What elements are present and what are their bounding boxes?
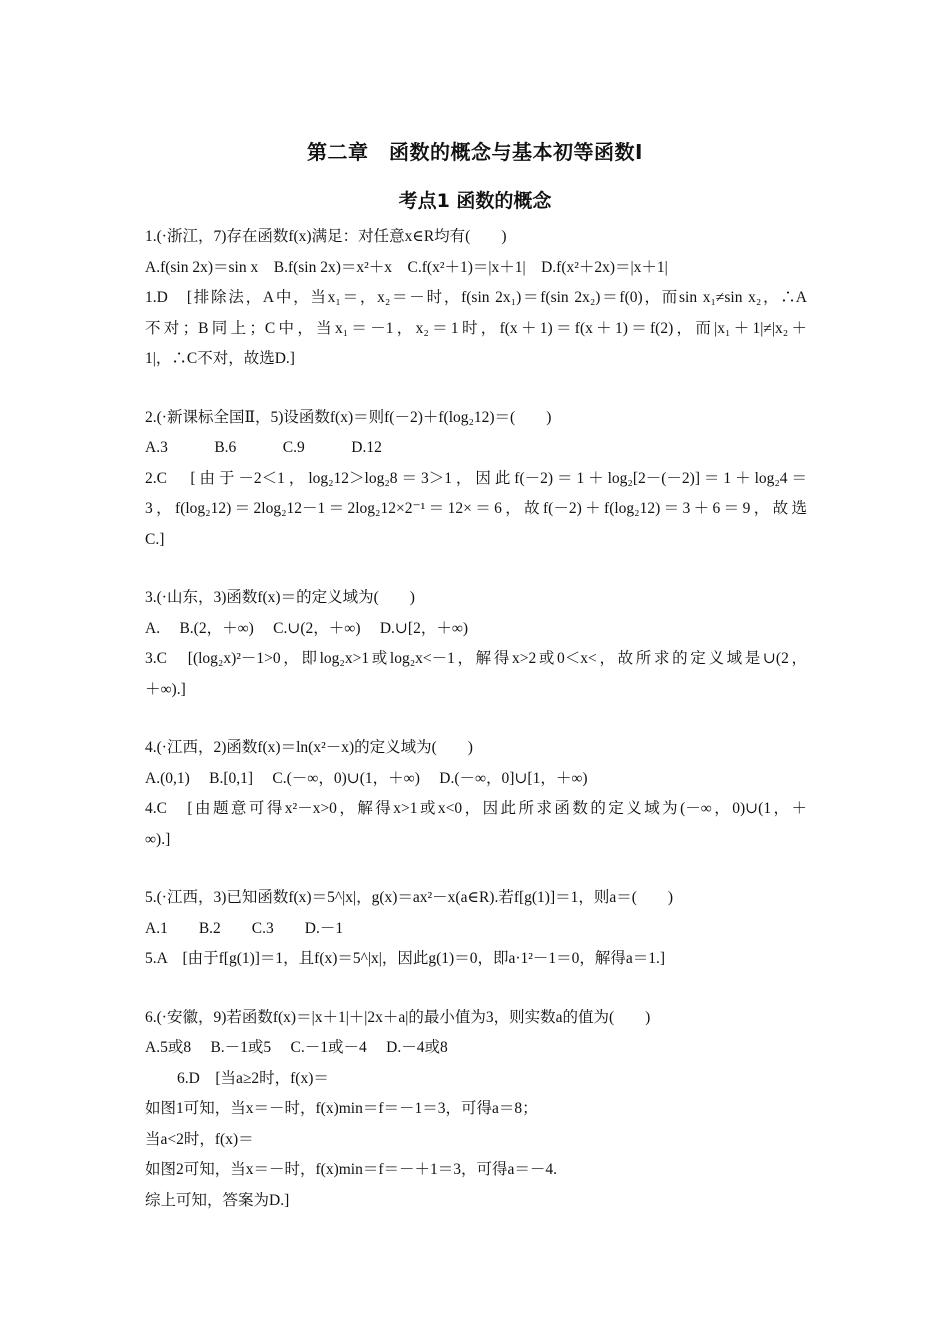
answer-6-line-3: 当a<2时，f(x)＝ <box>145 1130 254 1148</box>
question-1-stem: 1.(·浙江，7)存在函数f(x)满足：对任意x∈R均有( ) <box>145 228 507 245</box>
question-4-options: A.(0,1) B.[0,1] C.(－∞，0)∪(1，＋∞) D.(－∞，0]∪[1，＋∞) <box>145 769 588 787</box>
question-1-options: A.f(sin 2x)＝sin x B.f(sin 2x)＝x²＋x C.f(x²＋1)＝|x＋1| D.f(x²＋2x)＝|x＋1| <box>145 258 668 276</box>
answer-4-line-2: ∞).] <box>145 830 171 848</box>
answer-1-line-3: 1|，∴C不对，故选D.] <box>145 350 295 367</box>
question-5-stem: 5.(·江西，3)已知函数f(x)＝5^|x|，g(x)＝ax²－x(a∈R).若f[g(1)]＝1，则a＝( ) <box>145 889 674 906</box>
question-4-stem: 4.(·江西，2)函数f(x)＝ln(x²－x)的定义域为( ) <box>145 739 473 756</box>
answer-6-line-5: 综上可知，答案为D.] <box>145 1191 290 1209</box>
answer-2-line-1: 2.C [由于－2＜1，log₂12＞log₂8＝3＞1，因此f(－2)＝1＋log₂[2－(－2)]＝1＋log₂4＝ <box>145 469 807 487</box>
answer-1-line-1: 1.D [排除法，A中，当x₁＝，x₂＝－时，f(sin 2x₁)＝f(sin 2x₂)＝f(0)，而sin x₁≠sin x₂，∴A <box>145 289 807 306</box>
document-body <box>145 222 807 1216</box>
answer-6-line-1: 6.D [当a≥2时，f(x)＝ <box>177 1069 329 1087</box>
chapter-title: 第二章 函数的概念与基本初等函数Ⅰ <box>307 140 643 164</box>
answer-4-line-1: 4.C [由题意可得x²－x>0，解得x>1或x<0，因此所求函数的定义域为(－∞，0)∪(1，＋ <box>145 800 807 817</box>
answer-3-line-2: ＋∞).] <box>145 680 186 698</box>
section-title: 考点1 函数的概念 <box>398 190 552 212</box>
question-3-options: A. B.(2，＋∞) C.∪(2，＋∞) D.∪[2，＋∞) <box>145 619 469 637</box>
spacer <box>145 705 807 733</box>
question-6-options: A.5或8 B.－1或5 C.－1或－4 D.－4或8 <box>145 1039 448 1056</box>
question-5-options: A.1 B.2 C.3 D.－1 <box>145 919 344 937</box>
answer-2-line-3: C.] <box>145 530 165 548</box>
answer-1-line-2: 不对；B同上；C中，当x₁＝－1，x₂＝1时，f(x＋1)＝f(x＋1)＝f(2)，而|x₁＋1|≠|x₂＋ <box>145 319 807 337</box>
spacer <box>145 855 807 883</box>
answer-5-line-1: 5.A [由于f[g(1)]＝1，且f(x)＝5^|x|，因此g(1)＝0，即a·1²－1＝0，解得a＝1.] <box>145 950 666 967</box>
answer-6-line-2: 如图1可知，当x＝－时，f(x)min＝f＝－1＝3，可得a＝8； <box>145 1100 538 1117</box>
spacer <box>145 375 807 403</box>
spacer <box>145 555 807 583</box>
question-2-stem: 2.(·新课标全国Ⅱ，5)设函数f(x)＝则f(－2)＋f(log₂12)＝( ) <box>145 408 552 426</box>
question-3-stem: 3.(·山东，3)函数f(x)＝的定义域为( ) <box>145 589 415 606</box>
answer-3-line-1: 3.C [(log₂x)²－1>0，即log₂x>1或log₂x<－1，解得x>2或0＜x<，故所求的定义域是∪(2， <box>145 650 807 667</box>
question-6-stem: 6.(·安徽，9)若函数f(x)＝|x＋1|＋|2x＋a|的最小值为3，则实数a的值为( ) <box>145 1008 651 1026</box>
spacer <box>145 975 807 1003</box>
question-2-options: A.3 B.6 C.9 D.12 <box>145 439 382 456</box>
answer-6-line-4: 如图2可知，当x＝－时，f(x)min＝f＝－＋1＝3，可得a＝－4. <box>145 1161 558 1178</box>
answer-2-line-2: 3，f(log₂12)＝2log₂12－1＝2log₂12×2⁻¹＝12×＝6，故f(－2)＋f(log₂12)＝3＋6＝9，故选 <box>145 500 807 517</box>
